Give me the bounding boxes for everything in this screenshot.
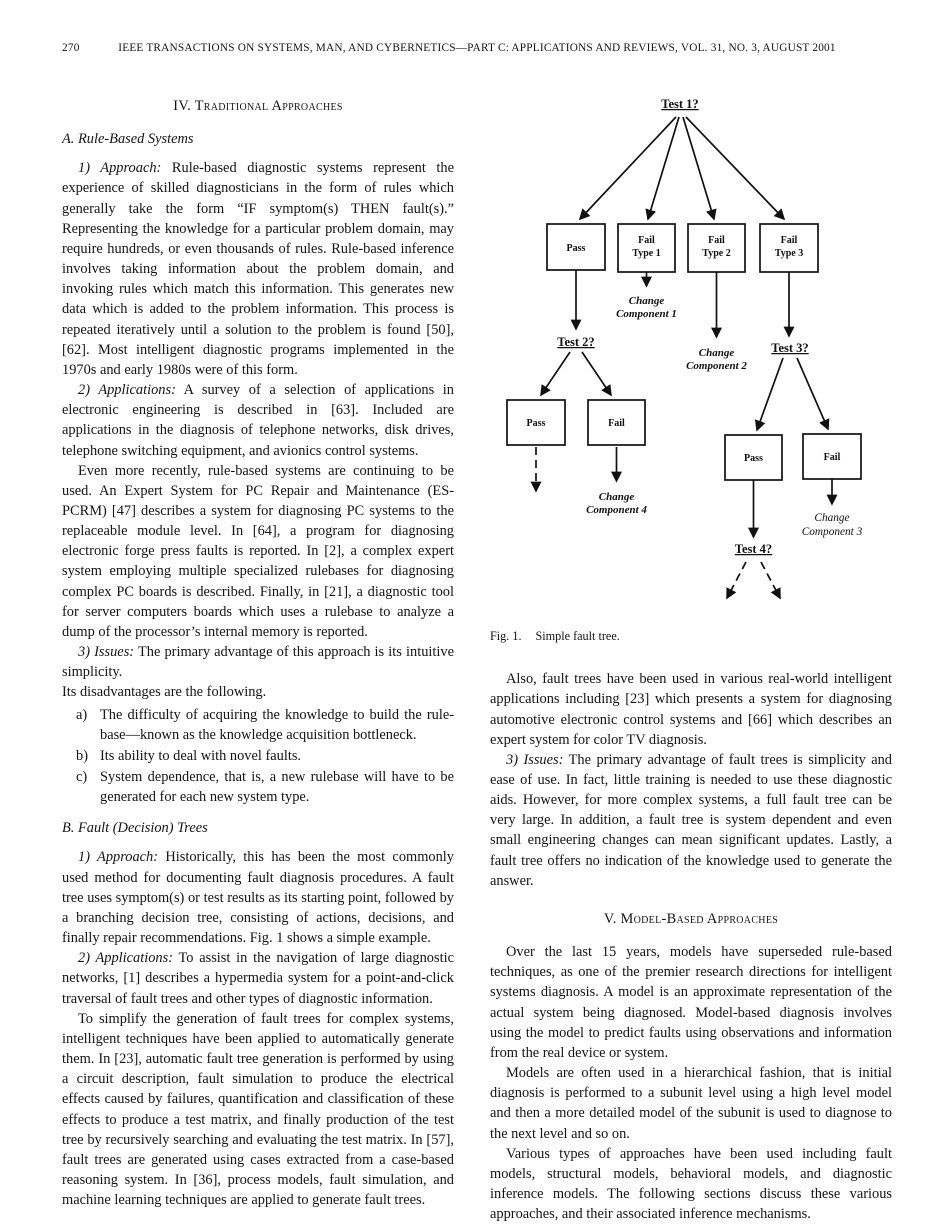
paragraph-text: To simplify the generation of fault trees for complex systems, intelligent techniques have been applied to automatically generate them. In [23], automatic fault tree generation is performed by using a circuit description, fault simulation to produce the electrical effects caused by failures, quantification and classification of these effects to produce a test matrix, and finally production of the test tree by recursively searching and evaluating the test matrix. In [57], fault trees are generated using cases extracted from a case-based reasoning system. In [36], process models, fault simulation, and machine learning techniques are applied to generate fault trees.	[62, 1010, 454, 1209]
figure-caption-text: Simple fault tree.	[535, 629, 620, 644]
tree-arrows-level1	[580, 117, 784, 219]
section-heading-iv: IV. Traditional Approaches	[173, 98, 343, 114]
paragraph-fault-tree-generation	[62, 1009, 454, 1211]
paragraph-fault-tree-applications	[490, 669, 892, 750]
list-text: The difficulty of acquiring the knowledge to build the rule-base—known as the knowledge acquisition bottleneck.	[100, 706, 454, 743]
fail-type2-label-l2: Type 2	[702, 248, 731, 259]
paragraph-text: A survey of a selection of applications in electronic engineering is described in [63]. Included are applications in the diagnosis of telephone networks, disk drives, telephone switching equipment, and avionics control systems.	[62, 382, 454, 459]
subsection-b-heading: B. Fault (Decision) Trees	[62, 820, 208, 837]
tree-arrows-test3	[757, 358, 828, 430]
paragraph-lead: 2) Applications:	[78, 382, 176, 399]
fail-type1-label-l1: Fail	[638, 235, 655, 246]
fault-tree-diagram	[490, 92, 880, 612]
test4-continuation-arrows	[727, 562, 780, 598]
paragraph-text: Also, fault trees have been used in various real-world intelligent applications including [23] which presents a system for diagnosing automotive electronic control systems and [66] which describes an expert system for color TV diagnosis.	[490, 671, 892, 748]
list-marker: b)	[76, 747, 88, 764]
pass3-label: Pass	[744, 453, 763, 464]
paragraph-issues-b	[490, 750, 892, 891]
left-column	[62, 92, 454, 1224]
paragraph-lead: 3) Issues:	[78, 644, 135, 661]
paragraph-text: Models are often used in a hierarchical fashion, that is initial diagnosis is performed to a subunit level using a high level model and then a more detailed model of the subunit is used to diagnose to the next level and so on.	[490, 1065, 892, 1142]
fail2-label: Fail	[608, 418, 625, 429]
paragraph-lead: 2) Applications:	[78, 950, 174, 967]
test2-label: Test 2?	[557, 335, 595, 349]
change-component3-l1: Change	[814, 512, 850, 524]
change-component1-l2: Component 1	[616, 308, 677, 320]
fail-type3-label-l1: Fail	[780, 235, 798, 246]
test1-label: Test 1?	[661, 97, 699, 111]
figure-caption	[490, 628, 892, 645]
paragraph-approach-b	[62, 847, 454, 948]
change-component2-l1: Change	[698, 347, 735, 359]
list-text: Its ability to deal with novel faults.	[100, 747, 302, 764]
change-component4-l1: Change	[598, 491, 635, 503]
list-item-a	[76, 705, 454, 745]
paragraph-model-types	[490, 1144, 892, 1225]
paragraph-recent-rule-based	[62, 461, 454, 642]
right-column	[490, 92, 892, 1224]
change-component2-l2: Component 2	[686, 360, 747, 372]
fail3-label: Fail	[823, 452, 841, 463]
paragraph-disadvantages-intro	[62, 682, 454, 702]
change-component3-l2: Component 3	[801, 526, 863, 538]
column-gap	[454, 92, 490, 1224]
tree-arrows-test2	[541, 352, 611, 395]
paragraph-text: Historically, this has been the most commonly used method for documenting fault diagnosis procedures. A fault tree uses symptom(s) or test results as its starting point, followed by a branching decision tree, consisting of actions, decisions, and finally repair recommendations. Fig. 1 shows a simple example.	[62, 849, 454, 947]
paragraph-text: Rule-based diagnostic systems represent the experience of skilled diagnosticians in the form of rules which generally take the form “IF symptom(s) THEN fault(s).” Representing the knowledge for a particular problem domain, may require hundreds, or even thousands of rules. Rule-based inference involves taking information about the problem domain, and invoking rules which match this information. This generates new data which is added to the problem information. This process is repeated iteratively until a solution to the problem is found [50], [62]. Most intelligent diagnostic programs implemented in the 1970s and early 1980s were of this form.	[62, 160, 454, 378]
pass1-label: Pass	[566, 243, 586, 254]
tree-arrows-level2	[576, 270, 789, 337]
paragraph-hierarchical-models	[490, 1063, 892, 1144]
pass2-label: Pass	[526, 418, 546, 429]
change-component1-l1: Change	[628, 295, 665, 307]
figure-1	[490, 92, 892, 645]
list-marker: a)	[76, 706, 88, 723]
paragraph-model-based-intro	[490, 942, 892, 1063]
fail-type1-label-l2: Type 1	[632, 248, 661, 259]
fail-type3-label-l2: Type 3	[774, 248, 804, 259]
two-column-layout	[62, 92, 892, 1224]
subsection-a-heading: A. Rule-Based Systems	[62, 131, 194, 148]
disadvantage-list	[76, 705, 454, 808]
paragraph-issues-a	[62, 642, 454, 682]
paragraph-text: Even more recently, rule-based systems are continuing to be used. An Expert System for PC Repair and Maintenance (ES-PCRM) [47] describes a system for diagnosing PC systems to the replaceable module level. In [64], a program for diagnosing electronic forge press faults is reported. In [2], a complex expert system employing multiple specialized rulebases for diagnosing complex PC boards is described. Finally, in [21], a diagnostic tool for server computers boards which uses a rulebase to analyze a dump of the processor’s internal memory is reported.	[62, 462, 454, 640]
paragraph-text: The primary advantage of this approach is its intuitive simplicity.	[62, 644, 454, 681]
paragraph-approach-a	[62, 158, 454, 380]
paragraph-text: Over the last 15 years, models have superseded rule-based techniques, as one of the premier research directions for intelligent systems diagnosis. A model is an approximate representation of the actual system being diagnosed. Model-based diagnosis involves using the model to predict faults using observations and information from the real device or system.	[490, 944, 892, 1061]
fail-type2-label-l1: Fail	[708, 235, 725, 246]
test4-label: Test 4?	[734, 542, 773, 556]
list-item-b	[76, 746, 454, 766]
paragraph-applications-a	[62, 380, 454, 461]
figure-caption-label: Fig. 1.	[490, 629, 522, 644]
journal-running-title: IEEE TRANSACTIONS ON SYSTEMS, MAN, AND CYBERNETICS—PART C: APPLICATIONS AND REVIEWS, VOL. 31, NO. 3, AUGUST 2001	[118, 42, 836, 54]
paragraph-text: Various types of approaches have been used including fault models, structural models, behavioral models, and diagnostic inference models. The following sections discuss these various approaches, and their associated inference mechanisms.	[490, 1145, 892, 1223]
page-number: 270	[62, 42, 80, 54]
list-item-c	[76, 767, 454, 807]
list-marker: c)	[76, 769, 88, 785]
paragraph-lead: 3) Issues:	[506, 751, 564, 768]
paragraph-text: Its disadvantages are the following.	[62, 684, 267, 701]
section-heading-v: V. Model-Based Approaches	[603, 910, 779, 927]
test3-label: Test 3?	[771, 341, 809, 355]
paragraph-applications-b	[62, 948, 454, 1008]
change-component4-l2: Component 4	[586, 504, 647, 516]
paragraph-lead: 1) Approach:	[78, 160, 162, 177]
list-text: System dependence, that is, a new rulebase will have to be generated for each new system type.	[100, 769, 454, 806]
page-header	[62, 42, 892, 58]
paragraph-lead: 1) Approach:	[78, 849, 159, 866]
paragraph-text: The primary advantage of fault trees is simplicity and ease of use. In fact, little training is needed to use these diagnostic aids. However, for more complex systems, a full fault tree can be very large. In addition, a fault tree is system dependent and even small engineering changes can mean significant updates. Lastly, a fault tree offers no indication of the knowledge used to generate the answer.	[490, 751, 892, 889]
paragraph-text: To assist in the navigation of large diagnostic networks, [1] describes a hypermedia system for a point-and-click traversal of fault trees and other types of diagnostic information.	[62, 950, 454, 1007]
